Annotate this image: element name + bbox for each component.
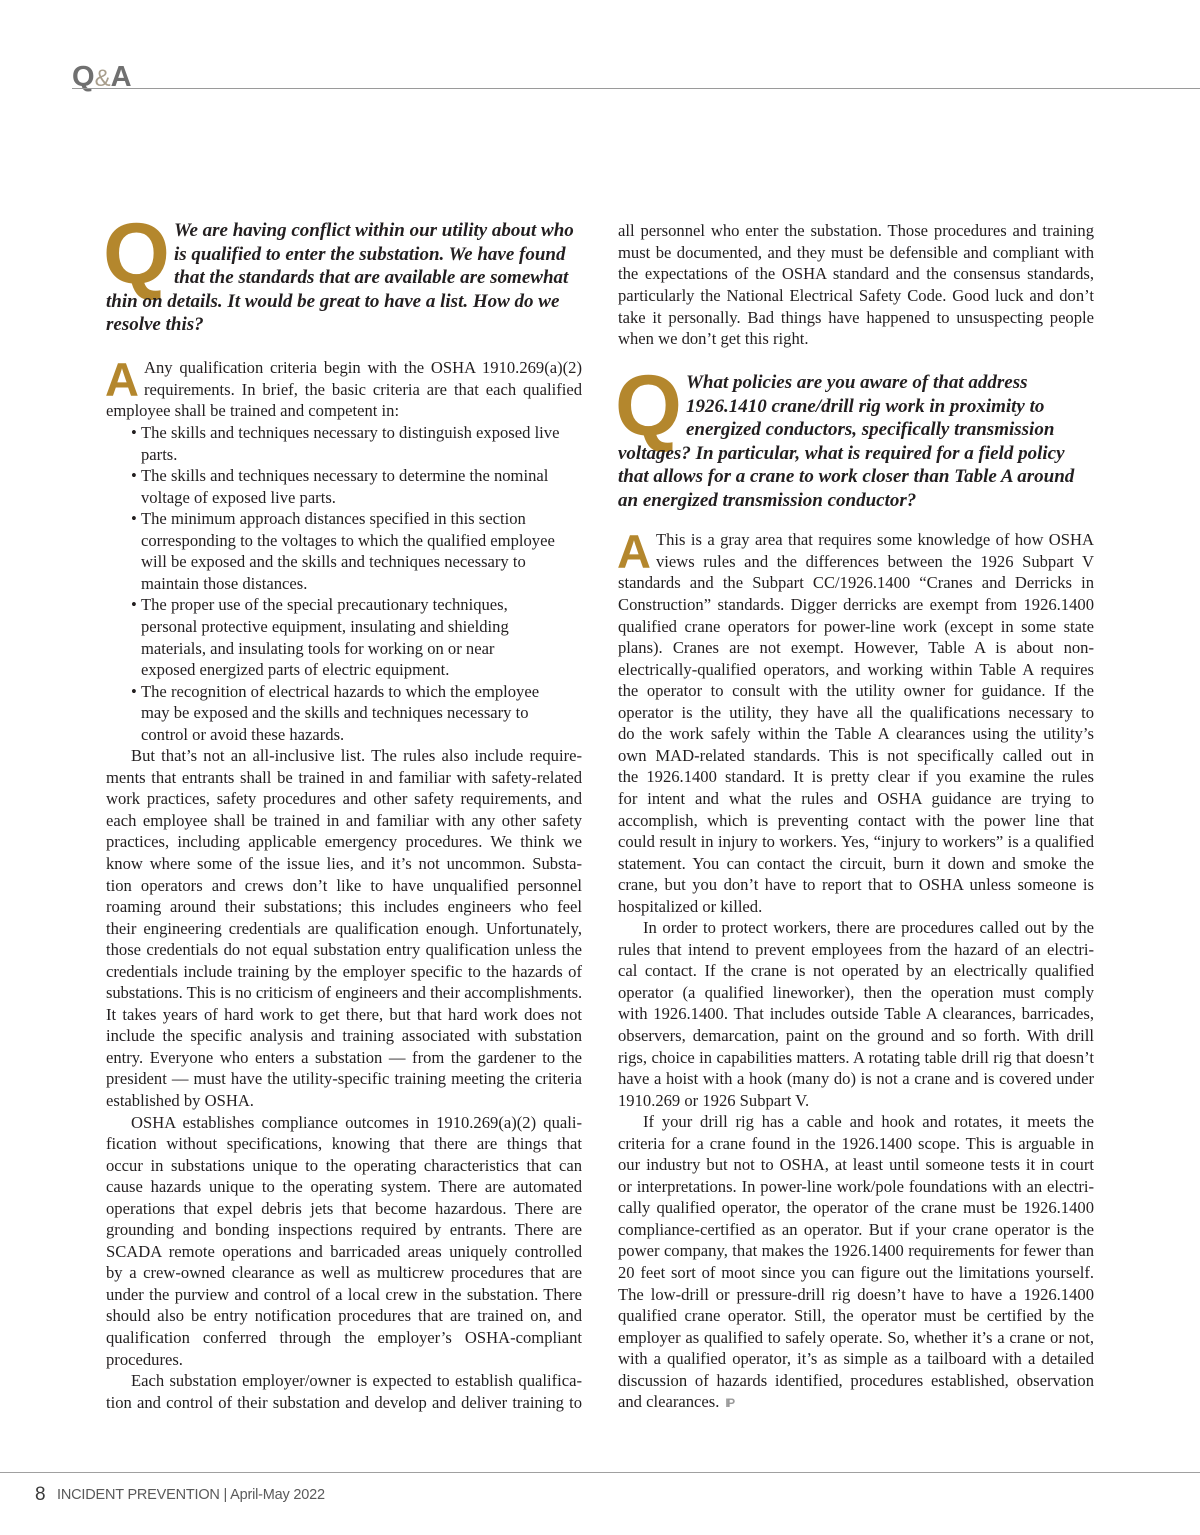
text-line: 1926.1410 crane/drill rig work in proximity to xyxy=(686,395,1045,417)
text-line: our industry but not to OSHA, at least until someone tests it in court xyxy=(618,1155,1094,1175)
publication-name: INCIDENT PREVENTION xyxy=(57,1487,220,1503)
footer-rule xyxy=(0,1472,1200,1473)
text-line: that allows for a crane to work closer than Table A around xyxy=(618,466,1075,487)
text-line: operator (a qualified lineworker), then the operation must comply xyxy=(618,982,1094,1002)
text-line: operator is the utility, they have all the qualifications necessary to xyxy=(618,702,1094,722)
text-line: entry. Everyone who enters a substation — from the gardener to the xyxy=(106,1047,582,1067)
text-line: all personnel who enter the substation. Those procedures and training xyxy=(618,221,1094,241)
text-line: the operator to consult with the utility owner for guidance. If the xyxy=(618,681,1094,701)
text-line: an energized transmission conductor? xyxy=(618,489,917,511)
text-line: personal protective equipment, insulating and shielding xyxy=(141,616,509,636)
text-line: the expectations of the OSHA standard and the consensus standards, xyxy=(618,264,1094,284)
text-line: compliance-certified as an operator. But if your crane operator is the xyxy=(618,1219,1094,1239)
text-line: or interpretations. In power-line work/pole foundations with an electri- xyxy=(618,1176,1094,1196)
text-line: • The minimum approach distances specified in this section xyxy=(106,508,582,530)
text-line: each employee shall be trained in and familiar with any other safety xyxy=(106,810,582,830)
text-line: • The proper use of the special precautionary techniques, xyxy=(106,594,582,616)
text-line: cally qualified operator, the operator of the crane must be 1926.1400 xyxy=(618,1198,1094,1218)
text-line: parts. xyxy=(141,444,178,464)
answer-2-body xyxy=(617,525,1094,1412)
text-line: procedures. xyxy=(106,1349,183,1369)
text-line: those credentials do not equal substation entry qualification unless the xyxy=(106,940,582,960)
text-line: tion operators and crews don’t like to have unqualified personnel xyxy=(106,875,582,895)
text-line: operations that expel debris jets that become hazardous. There are xyxy=(106,1198,582,1218)
text-line: take it personally. Bad things have happened to unsuspecting people xyxy=(618,307,1094,327)
text-line: corresponding to the voltages to which the qualified employee xyxy=(141,530,555,550)
text-line: by a crew-owned clearance as well as multicrew procedures that are xyxy=(106,1263,582,1283)
text-line: discussion of hazards identified, procedures established, observation xyxy=(618,1370,1094,1390)
answer-1-body xyxy=(105,353,582,1413)
text-line xyxy=(618,1391,1094,1413)
text-line: particularly the National Electrical Safety Code. Good luck and don’t xyxy=(618,286,1094,306)
text-line: standards and the Subpart CC/1926.1400 “Cranes and Derricks in xyxy=(618,573,1094,593)
text-line: rules that intend to prevent employees from the hazard of an electri- xyxy=(618,939,1094,959)
text-line: their engineering credentials are qualification enough. Unfortunately, xyxy=(106,918,582,938)
text-line: SCADA remote operations and barricaded areas uniquely controlled xyxy=(106,1241,582,1261)
text-line: statement. You can contact the circuit, burn it down and smoke the xyxy=(618,853,1094,873)
text-line: materials, and insulating tools for working on or near xyxy=(141,638,495,658)
text-line: rigs, choice in capabilities matters. A rotating table drill rig that doesn’t xyxy=(618,1047,1094,1067)
text-line: know where some of the issue lies, and it’s not uncommon. Substa- xyxy=(106,853,582,873)
text-line: for intent and what the rules and OSHA guidance are trying to xyxy=(618,788,1094,808)
text-line: roaming around their substations; this includes engineers who feel xyxy=(106,897,582,917)
text-line: should also be entry notification procedures that are trained on, and xyxy=(106,1306,582,1326)
question-1-text xyxy=(106,219,582,337)
text-line: ments that entrants shall be trained in and familiar with safety-related xyxy=(106,767,582,787)
text-line: substations. This is no criticism of engineers and their accomplishments. xyxy=(106,983,582,1003)
section-title-ampersand: & xyxy=(94,65,111,92)
criteria-list xyxy=(106,422,582,745)
text-line: will be exposed and the skills and techniques necessary to xyxy=(141,552,526,572)
answer-2-paragraph xyxy=(618,1111,1094,1413)
text-line: under the purview and control of a local crew in the substation. There xyxy=(106,1284,582,1304)
text-line: with 1926.1400. That includes outside Table A clearances, barricades, xyxy=(618,1004,1094,1024)
criteria-list-item xyxy=(106,681,582,746)
text-line: hospitalized or killed. xyxy=(618,896,763,916)
text-line: observers, demarcation, paint on the ground and so forth. With drill xyxy=(618,1025,1094,1045)
text-line: employer as qualified to safely operate. So, whether it’s a crane or not, xyxy=(618,1327,1094,1347)
text-line: must be documented, and they must be defensible and compliant with xyxy=(618,242,1094,262)
answer-1-paragraph xyxy=(106,745,582,1111)
text-line: It takes years of hard work to get there, but that hard work does not xyxy=(106,1004,582,1024)
answer-2-paragraph xyxy=(617,525,1094,917)
answer-1-intro xyxy=(105,353,582,422)
text-line: cause hazards unique to the operating system. There are automated xyxy=(106,1177,582,1197)
issue-date: April-May 2022 xyxy=(230,1487,325,1503)
text-line: could result in injury to workers. Yes, “injury to workers” is a qualified xyxy=(618,832,1094,852)
text-line: qualification conferred through the employer’s OSHA-compliant xyxy=(106,1328,582,1347)
text-line: tion and control of their substation and develop and deliver training to xyxy=(106,1392,582,1412)
text-line: employee shall be trained and competent in: xyxy=(106,401,400,421)
text-line: credentials include training by the employer specific to the hazards of xyxy=(106,961,582,981)
text-line: plans). Cranes are not exempt. However, Table A is about non- xyxy=(618,638,1094,658)
text-line: include the specific analysis and training associated with substation xyxy=(106,1026,582,1046)
text-line: requirements. In brief, the basic criteria are that each qualified xyxy=(144,379,582,399)
text-line: energized conductors, specifically transmission xyxy=(686,419,1055,440)
text-line: that the standards that are available are somewhat xyxy=(174,267,569,288)
answer-1-paragraph xyxy=(106,1112,582,1371)
text-line: practices, including applicable emergency procedures. We think we xyxy=(106,832,582,852)
text-line: • The recognition of electrical hazards to which the employee xyxy=(106,681,582,703)
text-line: We are having conflict within our utility about who xyxy=(174,220,574,241)
text-line: electrically-qualified operators, and working within Table A requires xyxy=(618,659,1094,679)
answer-1-continuation xyxy=(618,220,1094,349)
question-2-dropcap: Q xyxy=(615,358,682,454)
text-line: when we don’t get this right. xyxy=(618,329,809,349)
text-line: qualified crane operator. Still, the operator must be certified by the xyxy=(618,1306,1094,1326)
text-line: maintain those distances. xyxy=(141,573,308,593)
answer-1-dropcap: A xyxy=(105,353,139,406)
text-line: may be exposed and the skills and techniques necessary to xyxy=(141,703,529,723)
text-line: do the work safely within the Table A clearances using the utility’s xyxy=(618,724,1094,744)
answer-2-dropcap: A xyxy=(617,525,651,578)
text-line: voltages? In particular, what is required for a field policy xyxy=(618,442,1065,464)
text-line: 20 feet sort of moot since you can figure out the limitations yourself. xyxy=(618,1262,1094,1282)
text-line: with a qualified operator, it’s as simple as a tailboard with a detailed xyxy=(618,1349,1094,1369)
text-line: thin on details. It would be great to have a list. How do we xyxy=(106,290,560,312)
criteria-list-item xyxy=(106,508,582,594)
page-number: 8 xyxy=(35,1484,46,1505)
text-line: views rules and the differences between the 1926 Subpart V xyxy=(656,551,1094,571)
text-line: Each substation employer/owner is expected to establish qualifica- xyxy=(131,1371,582,1391)
text-line: established by OSHA. xyxy=(106,1090,254,1110)
text-line: OSHA establishes compliance outcomes in 1910.269(a)(2) quali- xyxy=(131,1112,582,1132)
text-line: Construction” standards. Digger derricks are exempt from 1926.1400 xyxy=(618,595,1094,615)
answer-2-paragraph xyxy=(618,917,1094,1111)
answer-1-paragraph xyxy=(106,1370,582,1413)
text-line: work practices, safety procedures and other safety requirements, and xyxy=(106,789,582,809)
text-line: is qualified to enter the substation. We have found xyxy=(174,243,566,265)
section-title-a: A xyxy=(110,61,132,93)
text-line: What policies are you aware of that address xyxy=(686,372,1028,393)
question-2-text xyxy=(618,371,1094,512)
section-title-q: Q xyxy=(72,61,95,93)
text-line: The low-drill or pressure-drill rig doesn’t have to have a 1926.1400 xyxy=(618,1284,1094,1304)
criteria-list-item xyxy=(106,594,582,680)
text-line: • The skills and techniques necessary to distinguish exposed live xyxy=(106,422,582,444)
text-line: Any qualification criteria begin with the OSHA 1910.269(a)(2) xyxy=(144,358,582,378)
text-line: 1910.269 or 1926 Subpart V. xyxy=(618,1090,810,1110)
text-line: resolve this? xyxy=(106,314,204,335)
text-line: qualified crane operators for power-line work (except in some state xyxy=(618,616,1094,636)
text-line: crane, but you don’t have to report that to OSHA unless someone is xyxy=(618,875,1094,895)
text-line: power company, that makes the 1926.1400 requirements for fewer than xyxy=(618,1241,1094,1261)
text-line: the 1926.1400 standard. It is pretty clear if you examine the rules xyxy=(618,767,1094,787)
text-line: grounding and bonding inspections required by entrants. There are xyxy=(106,1220,582,1240)
text-line: fication without specifications, knowing that there are things that xyxy=(106,1134,582,1154)
criteria-list-item xyxy=(106,422,582,465)
text-line: accomplish, which is preventing contact with the power line that xyxy=(618,810,1094,830)
text-line: But that’s not an all-inclusive list. The rules also include require- xyxy=(131,746,582,766)
text-line: control or avoid these hazards. xyxy=(141,724,345,744)
text-line-content: and clearances. xyxy=(618,1392,720,1412)
footer-separator: | xyxy=(223,1487,228,1503)
text-line: president — must have the utility-specific training meeting the criteria xyxy=(106,1069,582,1089)
text-line: criteria for a crane found in the 1926.1400 scope. This is arguable in xyxy=(618,1133,1094,1153)
text-line: exposed energized parts of electric equipment. xyxy=(141,660,450,680)
question-1-dropcap: Q xyxy=(103,206,170,302)
criteria-list-item xyxy=(106,465,582,508)
text-line: This is a gray area that requires some knowledge of how OSHA xyxy=(656,530,1094,550)
text-line: If your drill rig has a cable and hook and rotates, it meets the xyxy=(643,1112,1094,1132)
text-line: In order to protect workers, there are procedures called out by the xyxy=(643,918,1094,938)
text-line: voltage of exposed live parts. xyxy=(141,487,336,507)
text-line: occur in substations unique to the operating characteristics that can xyxy=(106,1155,582,1175)
footer-publication xyxy=(57,1488,325,1503)
text-line: • The skills and techniques necessary to determine the nominal xyxy=(106,465,582,487)
text-line: have a hoist with a hook (many do) is not a crane and is covered under xyxy=(618,1069,1094,1089)
header-rule xyxy=(72,88,1200,89)
ip-logo-icon: IP xyxy=(725,1396,734,1411)
text-line: own MAD-related standards. This is not specifically called out in xyxy=(618,745,1094,765)
text-line: cal contact. If the crane is not operated by an electrically qualified xyxy=(618,961,1094,981)
